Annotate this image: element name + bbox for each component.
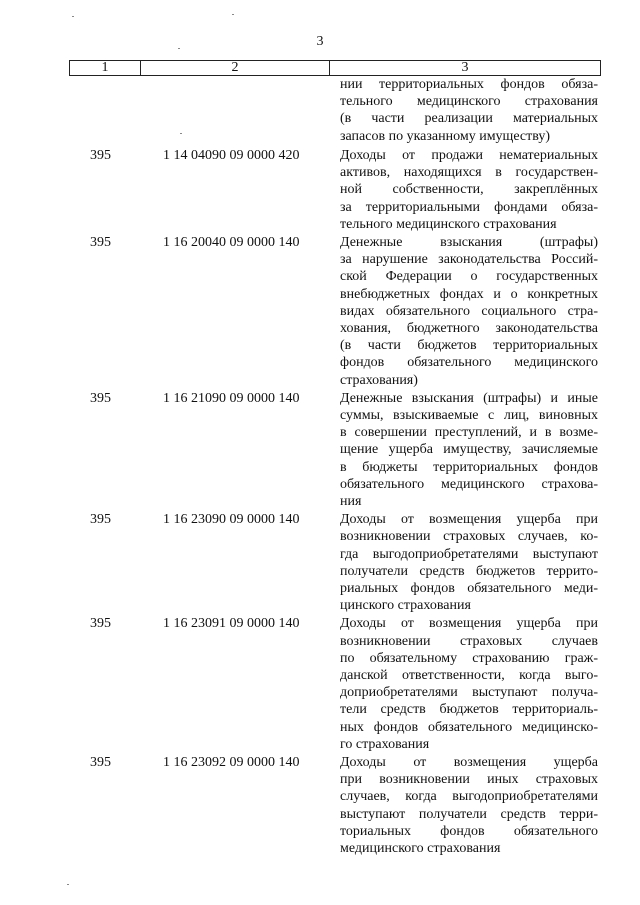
description-line: видах обязательного социального стра- xyxy=(340,303,598,319)
admin-code-cell: 395 xyxy=(90,755,111,770)
description-line: запасов по указанному имуществу) xyxy=(340,128,551,144)
description-line: нии территориальных фондов обяза- xyxy=(340,77,598,92)
column-header-table xyxy=(69,60,601,76)
description-line: тельного медицинского страхования xyxy=(340,94,598,110)
description-line: Денежные взыскания (штрафы) xyxy=(340,235,598,250)
description-cell xyxy=(340,754,598,857)
scan-speck xyxy=(232,14,234,15)
description-line: гда выгодоприобретателями выступают xyxy=(340,546,598,562)
description-line: Денежные взыскания (штрафы) и иные xyxy=(340,390,598,406)
admin-code-cell: 395 xyxy=(90,616,111,632)
column-header-1: 1 xyxy=(70,61,141,76)
description-line: (в части реализации материальных xyxy=(340,111,598,127)
budget-code-cell: 1 16 21090 09 0000 140 xyxy=(163,390,300,406)
budget-code-cell: 1 14 04090 09 0000 420 xyxy=(163,148,300,163)
description-line: за территориальными фондами обяза- xyxy=(340,199,598,215)
description-line: возникновении страховых случаев, ко- xyxy=(340,529,598,545)
description-line: возникновении страховых случаев xyxy=(340,633,598,649)
description-line: получатели средств бюджетов террито- xyxy=(340,563,598,579)
description-line: (в части бюджетов территориальных xyxy=(340,338,598,354)
scan-speck xyxy=(178,48,180,49)
description-line: ных фондов обязательного медицинско- xyxy=(340,719,598,735)
description-line: выступают получатели средств терри- xyxy=(340,806,598,822)
scan-speck xyxy=(180,133,182,134)
budget-code-cell: 1 16 20040 09 0000 140 xyxy=(163,235,300,250)
admin-code-cell: 395 xyxy=(90,512,111,528)
description-cell xyxy=(340,390,598,510)
description-cell xyxy=(340,615,598,753)
description-line: в совершении преступлений, и в возме- xyxy=(340,425,598,441)
description-cell xyxy=(340,234,598,389)
description-line: хования, бюджетного законодательства xyxy=(340,321,598,337)
admin-code-cell: 395 xyxy=(90,390,111,406)
description-line: активов, находящихся в государствен- xyxy=(340,165,598,181)
description-line: фондов обязательного медицинского xyxy=(340,355,598,371)
description-line: тели средств бюджетов территориаль- xyxy=(340,702,598,718)
description-line: Доходы от возмещения ущерба xyxy=(340,755,598,770)
budget-code-cell: 1 16 23091 09 0000 140 xyxy=(163,616,300,632)
description-line: Доходы от продажи нематериальных xyxy=(340,148,598,163)
description-line: суммы, взыскиваемые с лиц, виновных xyxy=(340,408,598,423)
scan-speck xyxy=(67,884,69,885)
page-number: 3 xyxy=(316,34,324,49)
description-line: за нарушение законодательства Россий- xyxy=(340,252,598,268)
description-cell xyxy=(340,147,598,233)
admin-code-cell: 395 xyxy=(90,148,111,163)
description-line: щение ущерба имуществу, зачисляемые xyxy=(340,442,598,458)
description-line: случаев, когда выгодоприобретателями xyxy=(340,789,598,805)
description-line: обязательного медицинского страхова- xyxy=(340,476,598,492)
description-line: Доходы от возмещения ущерба при xyxy=(340,616,598,632)
description-cell xyxy=(340,76,598,145)
description-line: го страхования xyxy=(340,736,430,752)
description-cell xyxy=(340,511,598,614)
budget-code-cell: 1 16 23090 09 0000 140 xyxy=(163,512,300,528)
description-line: медицинского страхования xyxy=(340,841,501,857)
description-line: данской ответственности, когда выго- xyxy=(340,668,598,683)
description-line: ториальных фондов обязательного xyxy=(340,823,598,839)
description-line: в бюджеты территориальных фондов xyxy=(340,459,598,475)
description-line: ной собственности, закреплённых xyxy=(340,182,598,198)
column-header-2: 2 xyxy=(141,61,330,76)
description-line: Доходы от возмещения ущерба при xyxy=(340,512,598,528)
description-line: внебюджетных фондах и о конкретных xyxy=(340,286,598,302)
scan-speck xyxy=(72,16,74,17)
description-line: страхования) xyxy=(340,372,418,388)
description-line: риальных фондов обязательного меди- xyxy=(340,581,598,596)
admin-code-cell: 395 xyxy=(90,235,111,250)
description-line: тельного медицинского страхования xyxy=(340,216,557,232)
budget-code-cell: 1 16 23092 09 0000 140 xyxy=(163,755,300,770)
description-line: ской Федерации о государственных xyxy=(340,269,598,285)
description-line: цинского страхования xyxy=(340,598,471,614)
description-line: ния xyxy=(340,494,362,510)
description-line: доприобретателями выступают получа- xyxy=(340,685,598,701)
description-line: по обязательному страхованию граж- xyxy=(340,650,598,666)
column-header-3: 3 xyxy=(330,61,601,76)
description-line: при возникновении иных страховых xyxy=(340,772,598,788)
